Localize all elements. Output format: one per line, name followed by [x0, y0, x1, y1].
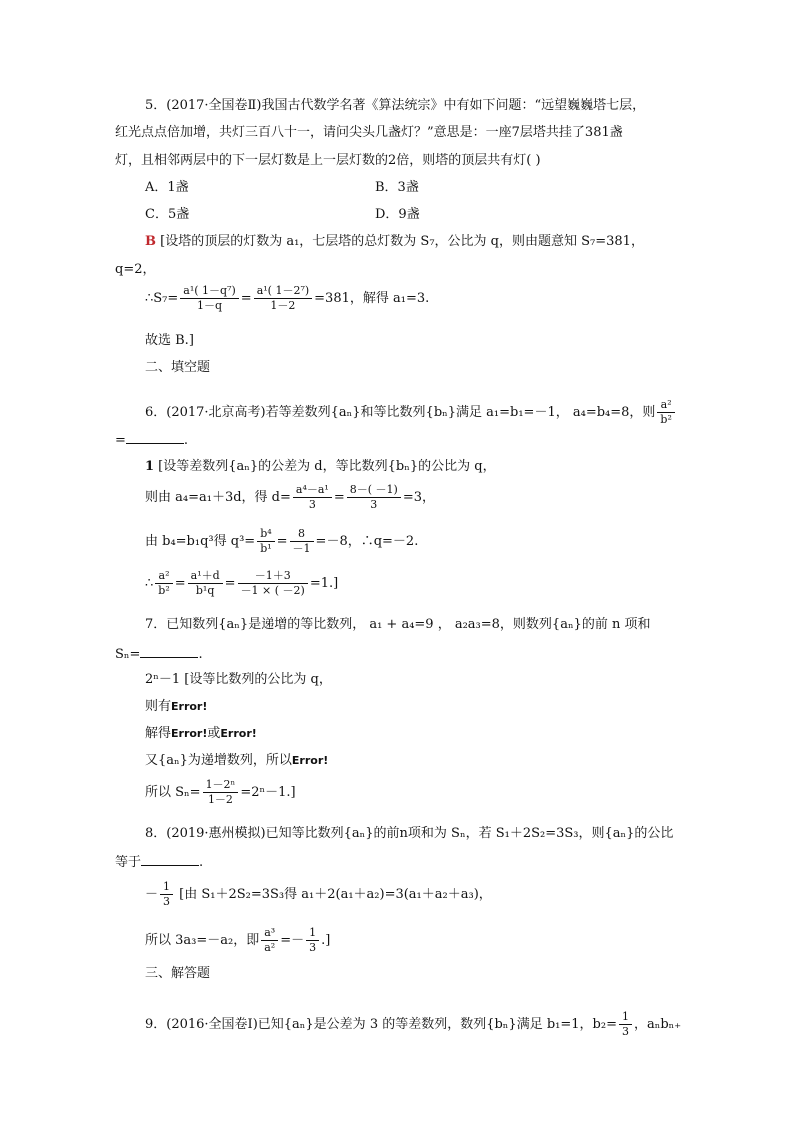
q5-solution-line-1: B [设塔的顶层的灯数为 a₁，七层塔的总灯数为 S₇，公比为 q，则由题意知 S₇=381，: [145, 234, 644, 249]
answer-blank: [141, 853, 199, 866]
fraction: $\frac{1}{3}$: [160, 880, 173, 909]
q7-line-1: 7．已知数列{aₙ}是递增的等比数列， a₁ + a₄=9 ， a₂a₃=8，则数列{aₙ}的前 n 项和: [145, 617, 651, 632]
q5-line-2: 红光点点倍加增，共灯三百八十一，请问尖头几盏灯？”意思是：一座7层塔共挂了381盏: [115, 125, 623, 140]
q5-solution-line-4: 故选 B.]: [145, 333, 194, 348]
q6-solution-line-3: 由 b₄=b₁q³得 q³= $\frac{\text{b⁴}}{\text{b¹}}$ = $\frac{8}{-1}$ =－8，∴q=－2.: [145, 527, 419, 555]
fraction: $\frac{8}{-1}$: [290, 527, 314, 556]
fraction: $\frac{\text{1－2ⁿ}}{1-2}$: [203, 778, 239, 807]
q5-option-b: B．3盏: [375, 180, 419, 195]
fraction: $\frac{8-( -1)}{3}$: [347, 483, 401, 512]
error-text: Error!: [171, 727, 208, 740]
q5-line-1: 5．(2017·全国卷Ⅱ)我国古代数学名著《算法统宗》中有如下问题：“远望巍巍塔七层，: [145, 98, 646, 113]
q5-solution-line-3: ∴S₇= $\frac{\text{a¹( 1－q⁷)}}{1-q}$ = $\frac{\text{a¹( 1－2⁷)}}{1-2}$ =381，解得 a₁=3.: [145, 284, 430, 312]
q5-option-a: A．1盏: [145, 180, 189, 195]
section-answer: 三、解答题: [145, 966, 211, 981]
fraction: $\frac{1}{3}$: [306, 926, 319, 955]
fraction: $\frac{-1+3}{-1 \times ( -2)}$: [238, 569, 308, 598]
q5-option-c: C．5盏: [145, 207, 190, 222]
answer-blank: [140, 645, 198, 658]
q8-line-1: 8．(2019·惠州模拟)已知等比数列{aₙ}的前n项和为 Sₙ，若 S₁＋2S₂=3S₃，则{aₙ}的公比: [145, 826, 674, 841]
q6-line-2: = .: [115, 433, 189, 448]
q7-solution-line-3: 解得Error!或Error!: [145, 726, 257, 741]
q7-answer: 2ⁿ－1: [145, 672, 181, 687]
q6-line-1: 6．(2017·北京高考)若等差数列{aₙ}和等比数列{bₙ}满足 a₁=b₁=－1， a₄=b₄=8，则 $\frac{\text{a²}}{\text{b²}}$: [145, 398, 677, 427]
q8-solution-line-1: － $\frac{1}{3}$ [由 S₁＋2S₂=3S₃得 a₁＋2(a₁＋a₂)=3(a₁＋a₂＋a₃)，: [145, 880, 492, 908]
q7-solution-line-1: 2ⁿ－1 [设等比数列的公比为 q，: [145, 672, 332, 687]
error-text: Error!: [291, 754, 329, 767]
q5-solution-line-2: q=2，: [115, 262, 156, 277]
fraction: $\frac{\text{a¹( 1－2⁷)}}{1-2}$: [254, 284, 312, 313]
error-text: Error!: [220, 727, 257, 740]
q6-answer: 1: [145, 459, 155, 474]
fraction: $\frac{\text{b⁴}}{\text{b¹}}$: [257, 527, 274, 556]
q5-answer: B: [145, 234, 156, 249]
fraction: $\frac{\text{a¹( 1－q⁷)}}{1-q}$: [180, 284, 239, 313]
q7-solution-line-5: 所以 Sₙ= $\frac{\text{1－2ⁿ}}{1-2}$ =2ⁿ－1.]: [145, 778, 296, 806]
section-fill-in: 二、填空题: [145, 360, 211, 375]
fraction: $\frac{\text{a⁴－a¹}}{3}$: [293, 483, 332, 512]
q5-option-d: D．9盏: [375, 207, 420, 222]
fraction: $\frac{1}{3}$: [619, 1010, 632, 1039]
q7-solution-line-4: 又{aₙ}为递增数列，所以Error!: [145, 753, 329, 768]
answer-blank: [126, 431, 184, 444]
q8-answer: －: [145, 887, 159, 902]
q6-solution-line-4: ∴ $\frac{\text{a²}}{\text{b²}}$ = $\frac{\text{a¹＋d}}{\text{b¹q}}$ = $\frac{-1+3}{-1 \times ( -2)}$ =1.]: [145, 569, 339, 597]
fraction: $\frac{\text{a³}}{\text{a²}}$: [261, 926, 278, 955]
fraction: $\frac{\text{a¹＋d}}{\text{b¹q}}$: [188, 569, 223, 598]
q7-solution-line-2: 则有Error!: [145, 699, 208, 714]
q8-solution-line-2: 所以 3a₃=－a₂，即 $\frac{\text{a³}}{\text{a²}}$ =－ $\frac{1}{3}$ .]: [145, 926, 331, 954]
error-text: Error!: [171, 700, 208, 713]
q6-solution-line-2: 则由 a₄=a₁＋3d，得 d= $\frac{\text{a⁴－a¹}}{3}$ = $\frac{8-( -1)}{3}$ =3，: [145, 483, 435, 511]
q5-line-3: 灯，且相邻两层中的下一层灯数是上一层灯数的2倍，则塔的顶层共有灯( ): [115, 153, 541, 168]
q9-line-1: 9．(2016·全国卷Ⅰ)已知{aₙ}是公差为 3 的等差数列，数列{bₙ}满足 b₁=1，b₂= $\frac{1}{3}$ ，aₙbₙ₊: [145, 1010, 682, 1038]
q6-solution-line-1: 1 [设等差数列{aₙ}的公差为 d，等比数列{bₙ}的公比为 q，: [145, 459, 496, 474]
q7-line-2: Sₙ= .: [115, 647, 203, 662]
fraction: $\frac{\text{a²}}{\text{b²}}$: [155, 569, 172, 598]
q8-line-2: 等于 .: [115, 855, 204, 870]
fraction: $\frac{\text{a²}}{\text{b²}}$: [657, 398, 674, 427]
